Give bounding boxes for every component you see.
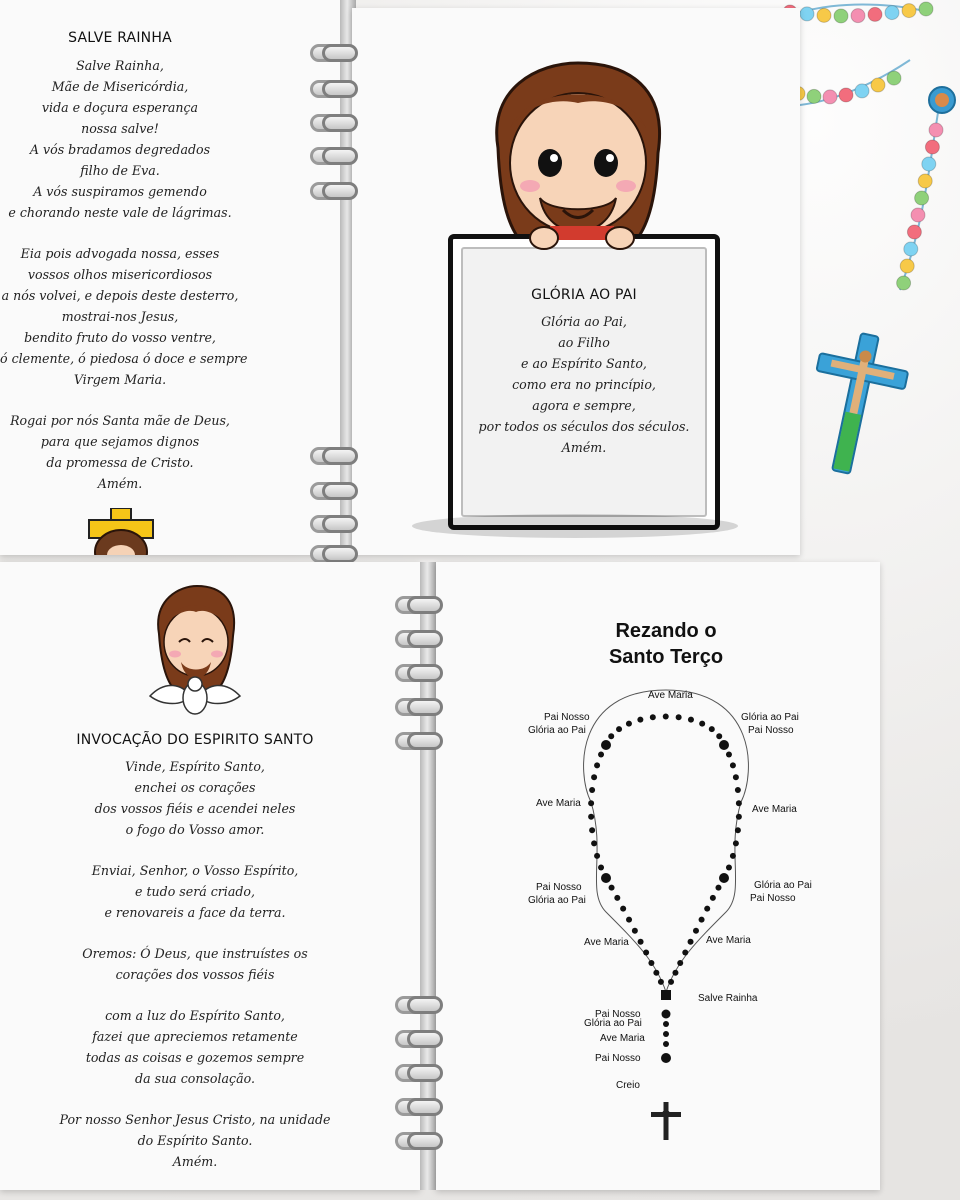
prayer-line: Glória ao Pai, [541,314,627,329]
salve-rainha-title: SALVE RAINHA [68,30,172,46]
small-bead [730,853,736,859]
prayer-line: e renovareis a face da terra. [104,905,286,920]
salve-rainha-stanza-3 [0,410,240,494]
decorative-bead [922,157,936,171]
sign-shadow [412,514,738,538]
decorative-bead [839,88,853,102]
cross-illustration [85,508,157,555]
small-bead [733,774,739,780]
prayer-line: por todos os séculos dos séculos. [478,419,690,434]
small-bead [682,950,688,956]
prayer-line: ó clemente, ó piedosa ó doce e sempre [0,351,248,366]
small-bead [594,853,600,859]
small-bead [736,800,742,806]
decorative-bead [907,225,921,239]
large-bead [662,1010,671,1019]
prayer-line: e chorando neste vale de lágrimas. [8,205,232,220]
label-pai-nosso-2: Pai Nosso [595,1053,641,1064]
small-bead [709,726,715,732]
small-bead [598,865,604,871]
small-bead [589,827,595,833]
jesus-dove-illustration [145,584,245,722]
prayer-line: A vós suspiramos gemendo [33,184,207,199]
label-ave-maria-ll: Ave Maria [584,937,629,948]
small-bead [699,721,705,727]
terco-title-line-1: Rezando o [615,620,717,642]
decorative-bead [929,123,943,137]
decorative-bead [834,9,848,23]
small-bead [626,917,632,923]
rosary-diagram [436,562,880,1190]
salve-rainha-text [0,55,248,494]
large-bead [601,873,611,883]
large-bead [719,740,729,750]
prayer-line: filho de Eva. [80,163,160,178]
small-bead [609,885,615,891]
prayer-line: a nós volvei, e depois deste desterro, [1,288,239,303]
label-gloria-tl: Glória ao Pai [528,725,586,736]
decorative-bead [925,140,939,154]
small-bead [589,787,595,793]
prayer-line: A vós bradamos degredados [29,142,211,157]
small-bead [688,939,694,945]
invocacao-text [0,756,390,1172]
label-ave-maria-left: Ave Maria [536,798,581,809]
prayer-line: Vinde, Espírito Santo, [125,759,265,774]
small-bead [591,774,597,780]
small-bead [677,960,683,966]
prayer-line: Amém. [172,1154,218,1169]
prayer-line: Amém. [561,440,607,455]
prayer-line: Mãe de Misericórdia, [51,79,189,94]
decorative-bead [915,191,929,205]
small-bead [653,970,659,976]
terco-title-line-2: Santo Terço [608,646,724,668]
large-bead [719,873,729,883]
invocacao-stanza-2 [0,860,390,923]
small-bead [594,762,600,768]
decorative-bead [897,276,911,290]
prayer-line: nossa salve! [81,121,159,136]
prayer-line: Virgem Maria. [73,372,167,387]
decorative-bead [868,7,882,21]
small-bead [699,917,705,923]
small-bead [693,928,699,934]
small-bead [716,733,722,739]
small-bead [715,885,721,891]
prayer-line: Rogai por nós Santa mãe de Deus, [10,413,230,428]
label-pai-nosso-tl: Pai Nosso [544,712,590,723]
small-bead [735,827,741,833]
invocacao-stanza-3 [0,943,390,985]
prayer-line: como era no princípio, [512,377,656,392]
decorative-bead [900,259,914,273]
invocacao-title: INVOCAÇÃO DO ESPIRITO SANTO [76,732,314,748]
gloria-text [448,311,720,458]
large-bead [601,740,611,750]
prayer-line: vida e doçura esperança [41,100,199,115]
large-bead [661,1053,671,1063]
label-ave-maria-right: Ave Maria [752,804,797,815]
small-bead [588,800,594,806]
small-bead [608,733,614,739]
invocacao-stanza-4 [0,1005,390,1089]
small-bead [688,717,694,723]
decorative-bead [911,208,925,222]
prayer-line: ao Filho [558,335,610,350]
small-bead [735,787,741,793]
salve-rainha-stanza-1 [0,55,240,223]
label-gloria-mr: Glória ao Pai [754,880,812,891]
small-bead [588,814,594,820]
prayer-line: Enviai, Senhor, o Vosso Espírito, [91,863,299,878]
gloria-title: GLÓRIA AO PAI [531,287,637,303]
decorative-bead [851,9,865,23]
label-pai-nosso-tr: Pai Nosso [748,725,794,736]
hands-illustration [522,220,642,250]
crucifix-icon [651,1102,681,1140]
prayer-line: o fogo do Vosso amor. [125,822,265,837]
label-pai-nosso-1: Pai Nosso [595,1009,641,1020]
prayer-line: fazei que apreciemos retamente [92,1029,298,1044]
small-bead [730,762,736,768]
small-bead [598,751,604,757]
decorative-bead [855,84,869,98]
small-bead [658,979,664,985]
small-bead [672,970,678,976]
decorative-bead [807,89,821,103]
spiral-binding-bottom [395,562,475,1190]
decorative-bead [817,8,831,22]
decorative-bead [823,90,837,104]
label-gloria-tr: Glória ao Pai [741,712,799,723]
small-bead [668,979,674,985]
small-bead [736,814,742,820]
crucifix-decoration [797,326,914,480]
small-bead [650,714,656,720]
decorative-bead [887,71,901,85]
decorative-bead [904,242,918,256]
small-bead [663,1041,669,1047]
small-bead [626,721,632,727]
prayer-line: Amém. [97,476,143,491]
terco-page [436,562,880,1190]
prayer-line: enchei os corações [134,780,256,795]
prayer-line: do Espírito Santo. [137,1133,253,1148]
medal-center [661,990,671,1000]
small-bead [663,1021,669,1027]
prayer-line: Salve Rainha, [76,58,164,73]
prayer-line: Oremos: Ó Deus, que instruístes os [82,946,308,961]
salve-rainha-page [0,0,345,555]
small-bead [710,895,716,901]
prayer-line: da sua consolação. [135,1071,255,1086]
invocacao-stanza-5 [0,1109,390,1172]
prayer-line: corações dos vossos fiéis [115,967,275,982]
prayer-line: mostrai-nos Jesus, [61,309,179,324]
small-bead [704,906,710,912]
small-bead [637,717,643,723]
small-bead [663,714,669,720]
prayer-line: agora e sempre, [532,398,636,413]
small-bead [632,928,638,934]
label-ave-maria-1: Ave Maria [600,1033,645,1044]
small-bead [614,895,620,901]
prayer-line: e ao Espírito Santo, [521,356,647,371]
small-bead [591,840,597,846]
prayer-line: todas as coisas e gozemos sempre [85,1050,305,1065]
invocacao-stanza-1 [0,756,390,840]
prayer-line: vossos olhos misericordiosos [27,267,213,282]
small-bead [733,840,739,846]
label-gloria-1: Glória ao Pai [584,1018,642,1029]
label-ave-maria-lr: Ave Maria [706,935,751,946]
decorative-bead [885,6,899,20]
small-bead [648,960,654,966]
small-bead [620,906,626,912]
prayer-line: com a luz do Espírito Santo, [105,1008,285,1023]
small-bead [726,865,732,871]
label-salve-rainha: Salve Rainha [698,993,758,1004]
label-pai-nosso-ml: Pai Nosso [536,882,582,893]
label-creio: Creio [616,1080,640,1091]
decorative-bead [800,7,814,21]
small-bead [676,714,682,720]
salve-rainha-stanza-2 [0,243,248,390]
small-bead [643,950,649,956]
prayer-line: Eia pois advogada nossa, esses [20,246,220,261]
prayer-line: para que sejamos dignos [40,434,200,449]
small-bead [638,939,644,945]
prayer-line: bendito fruto do vosso ventre, [24,330,216,345]
decorative-bead [902,4,916,18]
invocacao-page [0,562,420,1190]
small-bead [726,751,732,757]
label-pai-nosso-mr: Pai Nosso [750,893,796,904]
small-bead [616,726,622,732]
prayer-line: da promessa de Cristo. [46,455,194,470]
spiral-binding-top [310,0,390,555]
label-gloria-ml: Glória ao Pai [528,895,586,906]
gloria-ao-pai-page [352,8,800,555]
small-bead [663,1031,669,1037]
label-ave-maria-top: Ave Maria [648,690,693,701]
prayer-line: dos vossos fiéis e acendei neles [94,801,296,816]
decorative-bead [918,174,932,188]
prayer-line: e tudo será criado, [135,884,255,899]
decorative-bead [871,78,885,92]
prayer-line: Por nosso Senhor Jesus Cristo, na unidade [59,1112,331,1127]
decorative-bead [919,2,933,16]
